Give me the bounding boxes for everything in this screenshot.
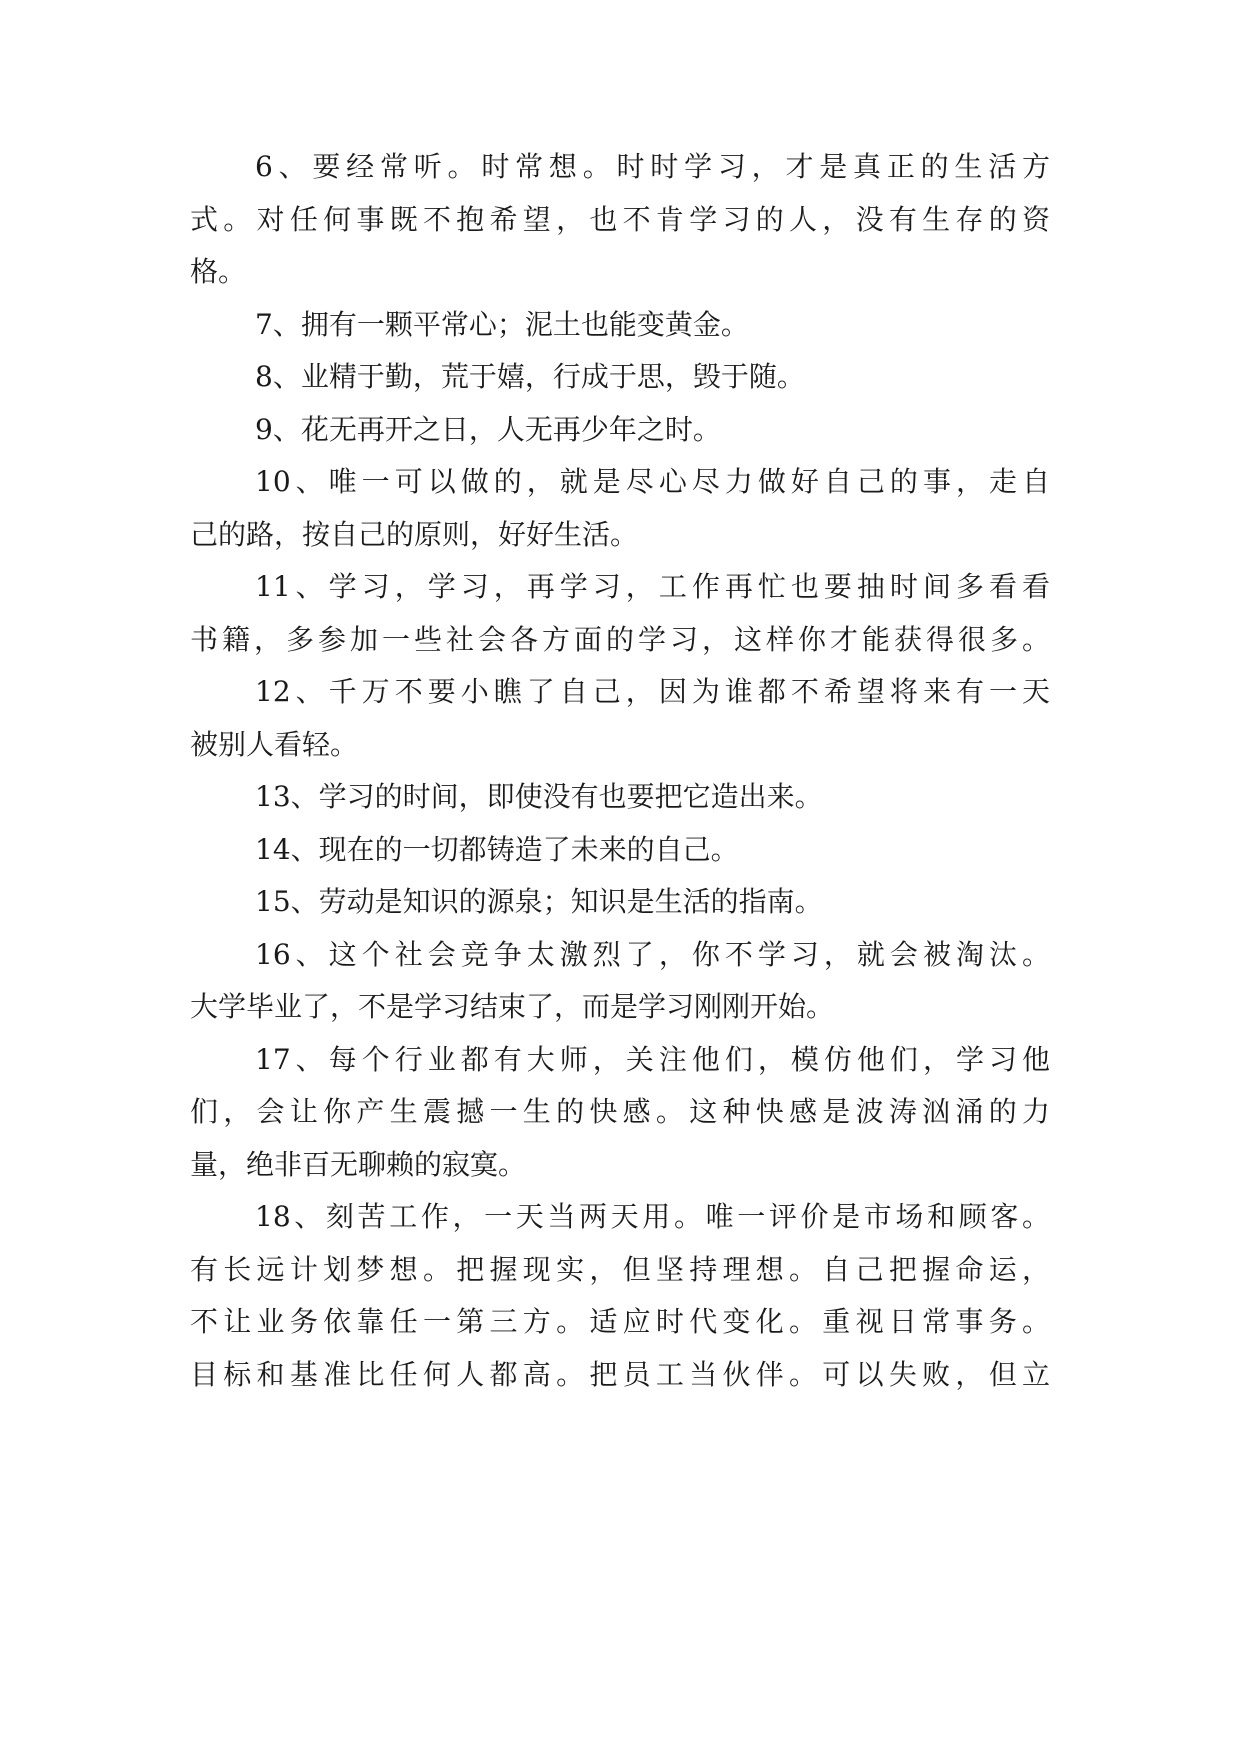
text-line: 10、唯一可以做的，就是尽心尽力做好自己的事，走自 [255,465,1050,498]
text-line: 17、每个行业都有大师，关注他们，模仿他们，学习他 [255,1043,1050,1076]
text-line: 16、这个社会竞争太激烈了，你不学习，就会被淘汰。 [255,938,1050,971]
text-line: 8、业精于勤，荒于嬉，行成于思，毁于随。 [255,360,805,393]
text-line: 书籍，多参加一些社会各方面的学习，这样你才能获得很多。 [190,623,1050,656]
text-line: 15、劳动是知识的源泉；知识是生活的指南。 [255,885,823,918]
text-line: 11、学习，学习，再学习，工作再忙也要抽时间多看看 [255,570,1050,603]
text-line: 们，会让你产生震撼一生的快感。这种快感是波涛汹涌的力 [190,1095,1050,1128]
text-line: 有长远计划梦想。把握现实，但坚持理想。自己把握命运， [190,1253,1050,1286]
text-line: 被别人看轻。 [190,728,359,761]
text-line: 目标和基准比任何人都高。把员工当伙伴。可以失败，但立 [190,1358,1050,1391]
text-line: 格。 [190,255,247,288]
text-line: 13、学习的时间，即使没有也要把它造出来。 [255,780,823,813]
text-line: 大学毕业了，不是学习结束了，而是学习刚刚开始。 [190,990,835,1023]
text-line: 18、刻苦工作，一天当两天用。唯一评价是市场和顾客。 [255,1200,1050,1233]
text-line: 不让业务依靠任一第三方。适应时代变化。重视日常事务。 [190,1305,1050,1338]
text-line: 9、花无再开之日，人无再少年之时。 [255,413,721,446]
text-line: 量，绝非百无聊赖的寂寞。 [190,1148,527,1181]
text-line: 7、拥有一颗平常心；泥土也能变黄金。 [255,308,749,341]
text-line: 己的路，按自己的原则，好好生活。 [190,518,639,551]
text-line: 6、要经常听。时常想。时时学习，才是真正的生活方 [255,150,1050,183]
text-line: 12、千万不要小瞧了自己，因为谁都不希望将来有一天 [255,675,1050,708]
text-line: 14、现在的一切都铸造了未来的自己。 [255,833,739,866]
text-line: 式。对任何事既不抱希望，也不肯学习的人，没有生存的资 [190,203,1050,236]
